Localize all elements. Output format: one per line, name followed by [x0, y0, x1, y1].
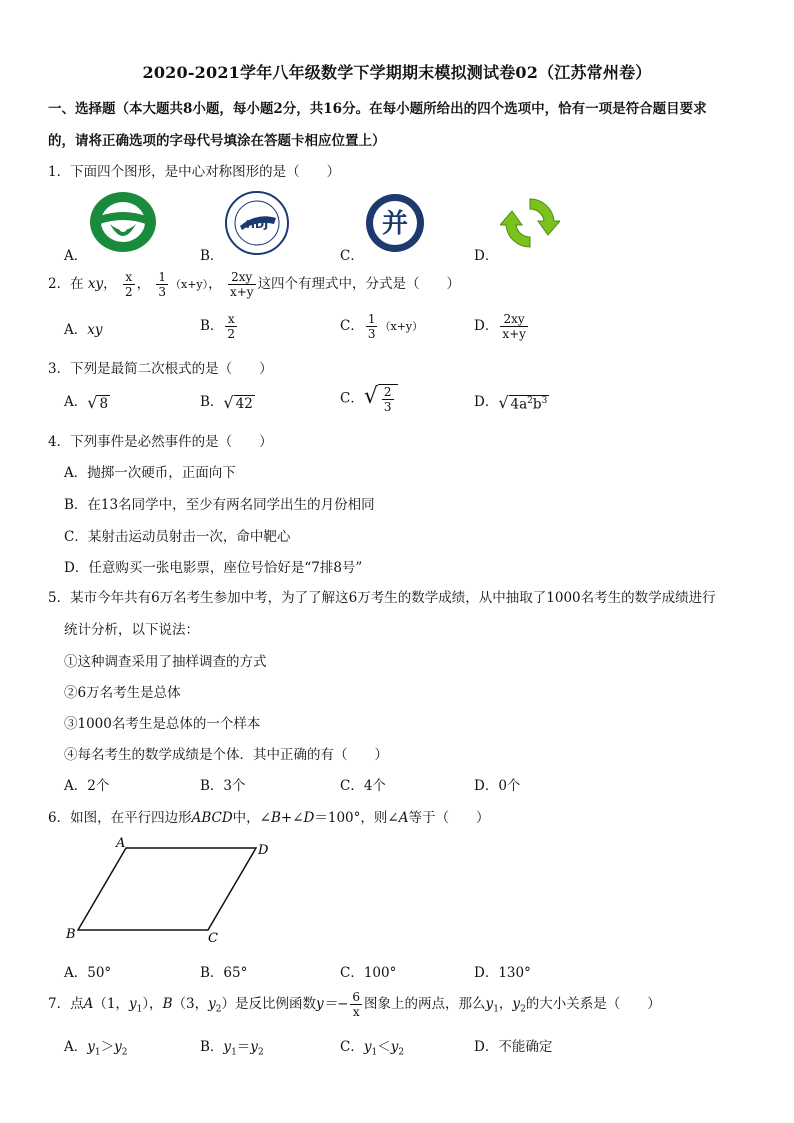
q7-option-c-y2: y [390, 1039, 399, 1055]
q7-sub2: 2 [215, 1004, 222, 1015]
q7-p2: （3， [172, 996, 209, 1012]
q7-stem-post: 的大小关系是（ ） [525, 996, 661, 1012]
q3-option-c-den: 3 [383, 400, 392, 414]
q2-option-c-den: 3 [367, 327, 376, 341]
q2-frac-13 [156, 270, 168, 299]
q3-option-c-label: C． [340, 390, 364, 407]
q7-option-b-label: B． [200, 1039, 224, 1055]
q1-stem: 1．下面四个图形，是中心对称图形的是（ ） [48, 164, 341, 180]
q2-frac-x2-num: x [123, 270, 135, 285]
q4-stem: 4．下列事件是必然事件的是（ ） [48, 434, 273, 450]
q6-stem [48, 806, 489, 826]
q7-option-a-sub2: 2 [121, 1047, 128, 1058]
q7-option-a-sub1: 1 [94, 1047, 101, 1058]
vertex-b-label: B [66, 927, 76, 942]
q7-option-b-y2: y [250, 1039, 258, 1055]
q7-p2e: ）是反比例函数 [221, 996, 316, 1012]
q2-stem [48, 270, 460, 299]
q7-option-c[interactable] [340, 1035, 404, 1058]
q7-p1: （1， [93, 996, 129, 1012]
q7-option-a-y1: y [87, 1039, 95, 1055]
q4-option-c[interactable]: C．某射击运动员射击一次，命中靶心 [64, 529, 291, 545]
q7-y1: y [128, 996, 137, 1012]
q7-point-a: A [83, 996, 94, 1012]
page-title: 2020-2021学年八年级数学下学期期末模拟测试卷02（江苏常州卷） [142, 63, 652, 82]
q6-option-d[interactable]: D．130° [474, 965, 531, 981]
q7-sub1b: 1 [493, 1004, 499, 1015]
q3-option-d-exp2: 3 [541, 395, 548, 406]
q7-yeq: y＝− [315, 996, 349, 1012]
q3-option-a[interactable] [64, 390, 110, 412]
q7-option-b-rel: ＝ [236, 1039, 251, 1055]
q4-option-a[interactable]: A．抛掷一次硬币，正面向下 [64, 465, 236, 481]
q3-option-d-radicand [509, 395, 550, 413]
q7-y2: y [208, 996, 216, 1012]
q2-option-d-num: 2xy [500, 312, 528, 327]
q2-option-d[interactable] [474, 312, 530, 341]
school-badge-logo-icon [224, 190, 290, 260]
q5-stem-line2: 统计分析，以下说法： [64, 622, 199, 638]
q3-option-a-radicand: 8 [99, 396, 109, 412]
q2-frac-2xy [228, 270, 256, 299]
q2-option-b-den: 2 [227, 327, 236, 341]
q5-statement-4: ④每名考生的数学成绩是个体．其中正确的有（ ） [64, 747, 388, 763]
q7-option-b[interactable] [200, 1035, 264, 1058]
q3-option-a-label: A． [64, 394, 88, 410]
q5-option-a[interactable]: A．2个 [64, 778, 110, 794]
q2-option-a-value: xy [87, 322, 103, 338]
q2-option-c-num: 1 [367, 312, 376, 326]
q2-option-b-label: B． [200, 318, 224, 334]
q7-option-c-label: C． [340, 1039, 364, 1055]
q2-option-d-label: D． [474, 318, 499, 334]
q3-option-d-4a: 4a [510, 396, 528, 412]
q2-frac-2xy-den: x+y [229, 285, 254, 299]
q4-option-d[interactable]: D．任意购买一张电影票，座位号恰好是“7排8号” [64, 560, 363, 576]
q2-comma-2: ， [136, 276, 151, 292]
q6-stem-pre: 6．如图，在平行四边形 [48, 810, 192, 826]
q6-angle-b: B [270, 810, 281, 826]
q7-stem-mid: 图象上的两点，那么 [364, 996, 486, 1012]
q6-eq: ＝100°，则∠ [314, 810, 399, 826]
q7-stem [48, 990, 661, 1019]
q2-option-d-den: x+y [502, 327, 526, 341]
q1-option-b[interactable]: B． [200, 248, 224, 264]
q7-stem-pre: 7．点 [48, 996, 84, 1012]
q7-option-c-y1: y [363, 1039, 372, 1055]
q2-option-c[interactable] [340, 312, 423, 341]
q2-option-b[interactable] [200, 312, 239, 341]
q3-option-c-radicand [378, 384, 398, 414]
q2-frac-2xy-num: 2xy [228, 270, 256, 285]
q2-comma-1: ， [103, 276, 117, 292]
q7-option-a-label: A． [64, 1039, 88, 1055]
q6-angle-a: A [398, 810, 409, 826]
q7-option-a-rel: ＞ [100, 1039, 115, 1055]
q7-y2b: y [512, 996, 521, 1012]
q6-stem-post: 等于（ ） [408, 810, 490, 826]
q7-option-b-y1: y [223, 1039, 232, 1055]
q2-option-d-frac [500, 312, 528, 341]
q2-term-xy: xy [87, 276, 104, 292]
vertex-c-label: C [208, 931, 218, 946]
q3-option-c-num: 2 [383, 385, 392, 399]
q5-statement-3: ③1000名考生是总体的一个样本 [64, 716, 261, 732]
q1-option-c[interactable]: C． [340, 248, 364, 264]
q7-frac [350, 990, 362, 1019]
q2-option-c-label: C． [340, 318, 364, 334]
green-food-logo-icon [88, 190, 158, 258]
q3-option-b-sqrt: √ 42 [223, 393, 253, 412]
q7-option-a-y2: y [114, 1039, 122, 1055]
q7-point-b: B [162, 996, 173, 1012]
q5-option-c[interactable]: C．4个 [340, 778, 386, 794]
q6-stem-mid: 中，∠ [232, 810, 271, 826]
q3-option-b-radicand: 42 [235, 396, 253, 412]
q3-option-c[interactable] [340, 384, 398, 414]
q7-option-c-sub1: 1 [371, 1047, 378, 1058]
q5-option-d[interactable]: D．0个 [474, 778, 521, 794]
q3-option-d[interactable] [474, 390, 549, 412]
q2-option-b-frac [225, 312, 237, 341]
vertex-d-label: D [258, 843, 269, 858]
q3-option-d-b: b [532, 396, 542, 412]
q5-statement-1: ①这种调查采用了抽样调查的方式 [64, 654, 267, 670]
q2-frac-x2-den: 2 [124, 285, 133, 299]
q7-frac-den: x [352, 1005, 360, 1019]
q7-option-c-sub2: 2 [398, 1047, 405, 1058]
q7-option-d[interactable]: D．不能确定 [474, 1039, 553, 1055]
q2-option-c-xpy: （x+y） [379, 320, 424, 333]
q6-option-c[interactable]: C．100° [340, 965, 397, 981]
q7-sub2b: 2 [520, 1004, 526, 1015]
q6-option-a[interactable]: A．50° [64, 965, 112, 981]
q2-stem-pre: 2．在 [48, 276, 84, 292]
q5-option-b[interactable]: B．3个 [200, 778, 246, 794]
section1-heading-line2: 的，请将正确选项的字母代号填涂在答题卡相应位置上） [48, 133, 386, 149]
q6-abcd: ABCD [191, 810, 233, 826]
parallelogram-diagram [60, 834, 290, 950]
q6-plus: +∠ [280, 810, 304, 826]
school-badge-text: HDJ [245, 218, 269, 231]
q5-statement-2: ②6万名考生是总体 [64, 685, 181, 701]
q7-p1e: ）， [142, 996, 163, 1012]
recycle-arrows-icon [500, 195, 560, 255]
q3-option-c-frac [382, 385, 394, 414]
section1-heading-line1: 一、选择题（本大题共8小题，每小题2分，共16分。在每小题所给出的四个选项中，恰有一项是符合题目要求 [48, 101, 707, 117]
q2-frac-x2 [123, 270, 135, 299]
q2-term-xpy: （x+y） [170, 278, 209, 291]
q7-y1b: y [485, 996, 494, 1012]
q2-frac-13-num: 1 [158, 270, 167, 284]
circle-emblem-logo-icon [364, 192, 426, 258]
q3-option-d-sqrt: √ $4a^2b^3$ [498, 393, 548, 412]
q2-option-b-num: x [225, 312, 237, 327]
q6-angle-d: D [303, 810, 315, 826]
q7-option-c-rel: ＜ [377, 1039, 391, 1055]
q1-option-a[interactable]: A． [64, 248, 88, 264]
q3-option-a-sqrt: √ 8 [87, 393, 109, 412]
q7-option-b-sub1: 1 [231, 1047, 237, 1058]
q7-comma: ， [498, 996, 513, 1012]
q2-stem-post: 这四个有理式中，分式是（ ） [257, 276, 461, 292]
q3-option-c-sqrt: √ $\frac{2}{3}$ [364, 384, 398, 414]
q4-option-b[interactable]: B．在13名同学中，至少有两名同学出生的月份相同 [64, 497, 375, 513]
parallelogram-shape [78, 848, 256, 930]
q5-stem-line1: 5．某市今年共有6万名考生参加中考，为了了解这6万考生的数学成绩，从中抽取了1000名考生的数学成绩进行 [48, 590, 716, 606]
q7-option-b-sub2: 2 [257, 1047, 264, 1058]
q3-option-d-exp1: 2 [527, 395, 533, 406]
q2-option-a[interactable] [64, 318, 103, 338]
q3-option-d-label: D． [474, 394, 499, 410]
q7-frac-num: 6 [352, 990, 361, 1004]
vertex-a-label: A [116, 836, 126, 851]
emblem-glyph: 并 [381, 209, 409, 239]
q2-comma-3: ， [208, 276, 222, 292]
q1-option-d[interactable]: D． [474, 248, 499, 264]
q2-option-a-label: A． [64, 322, 88, 338]
q3-stem: 3．下列是最简二次根式的是（ ） [48, 361, 273, 377]
q7-sub1: 1 [136, 1004, 143, 1015]
q7-option-a[interactable] [64, 1035, 128, 1058]
q3-option-b[interactable] [200, 390, 255, 412]
q2-frac-13-den: 3 [158, 285, 167, 299]
q3-option-b-label: B． [200, 394, 224, 410]
q2-option-c-frac [366, 312, 378, 341]
q6-option-b[interactable]: B．65° [200, 965, 248, 981]
